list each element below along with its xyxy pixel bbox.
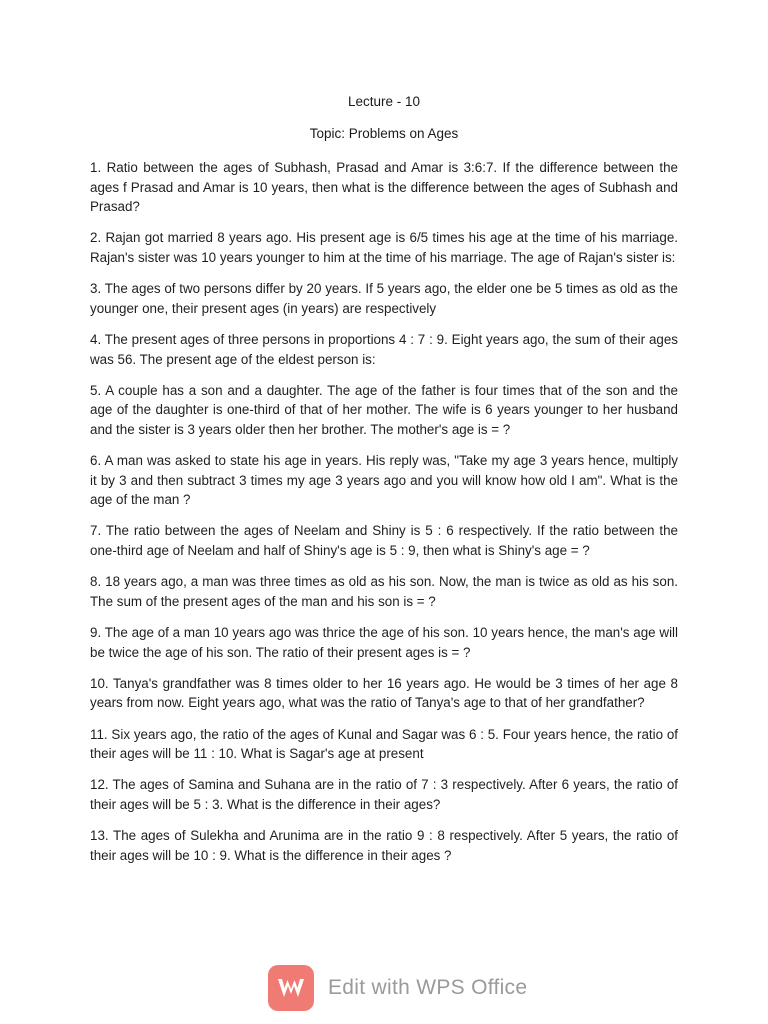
- question-item: 1. Ratio between the ages of Subhash, Prasad and Amar is 3:6:7. If the difference between the ages f Prasad and Amar is 10 years, then what is the difference between the ages of Subhash and Prasad?: [90, 160, 678, 215]
- question-item: 10. Tanya's grandfather was 8 times older to her 16 years ago. He would be 3 times of her age 8 years from now. Eight years ago, what was the ratio of Tanya's age to that of her grandfather?: [90, 675, 678, 711]
- question-item: 7. The ratio between the ages of Neelam and Shiny is 5 : 6 respectively. If the ratio between the one-third age of Neelam and half of Shiny's age is 5 : 9, then what is Shiny's age = ?: [90, 523, 678, 559]
- wps-logo-icon: [268, 965, 314, 1011]
- topic-title: Topic: Problems on Ages: [309, 126, 459, 141]
- question-item: 5. A couple has a son and a daughter. The age of the father is four times that of the son and the age of the daughter is one-third of that of her mother. The wife is 6 years younger to her husband and the sister is 3 years older then her brother. The mother's age is = ?: [90, 382, 678, 437]
- question-item: 9. The age of a man 10 years ago was thrice the age of his son. 10 years hence, the man's age will be twice the age of his son. The ratio of their present ages is = ?: [90, 625, 678, 660]
- wps-watermark[interactable]: [268, 963, 527, 1013]
- question-item: 12. The ages of Samina and Suhana are in the ratio of 7 : 3 respectively. After 6 years, the ratio of their ages will be 5 : 3. What is the difference in their ages?: [90, 777, 678, 812]
- question-list: [90, 158, 678, 877]
- question-item: 4. The present ages of three persons in proportions 4 : 7 : 9. Eight years ago, the sum of their ages was 56. The present age of the eldest person is:: [90, 331, 678, 367]
- question-item: 13. The ages of Sulekha and Arunima are in the ratio 9 : 8 respectively. After 5 years, the ratio of their ages will be 10 : 9. What is the difference in their ages ?: [90, 828, 678, 863]
- question-item: 3. The ages of two persons differ by 20 years. If 5 years ago, the elder one be 5 times as old as the younger one, their present ages (in years) are respectively: [90, 281, 678, 316]
- question-item: 11. Six years ago, the ratio of the ages of Kunal and Sagar was 6 : 5. Four years hence, the ratio of their ages will be 11 : 10. What is Sagar's age at present: [90, 726, 678, 762]
- question-item: 8. 18 years ago, a man was three times as old as his son. Now, the man is twice as old as his son. The sum of the present ages of the man and his son is = ?: [90, 574, 678, 609]
- question-item: 2. Rajan got married 8 years ago. His present age is 6/5 times his age at the time of his marriage. Rajan's sister was 10 years younger to him at the time of his marriage. The age of Rajan's sister is:: [90, 230, 678, 265]
- question-item: 6. A man was asked to state his age in years. His reply was, "Take my age 3 years hence, multiply it by 3 and then subtract 3 times my age 3 years ago and you will know how old I am". What is the age of the man ?: [90, 453, 678, 508]
- wps-watermark-text: Edit with WPS Office: [328, 976, 528, 999]
- lecture-title: Lecture - 10: [347, 94, 421, 109]
